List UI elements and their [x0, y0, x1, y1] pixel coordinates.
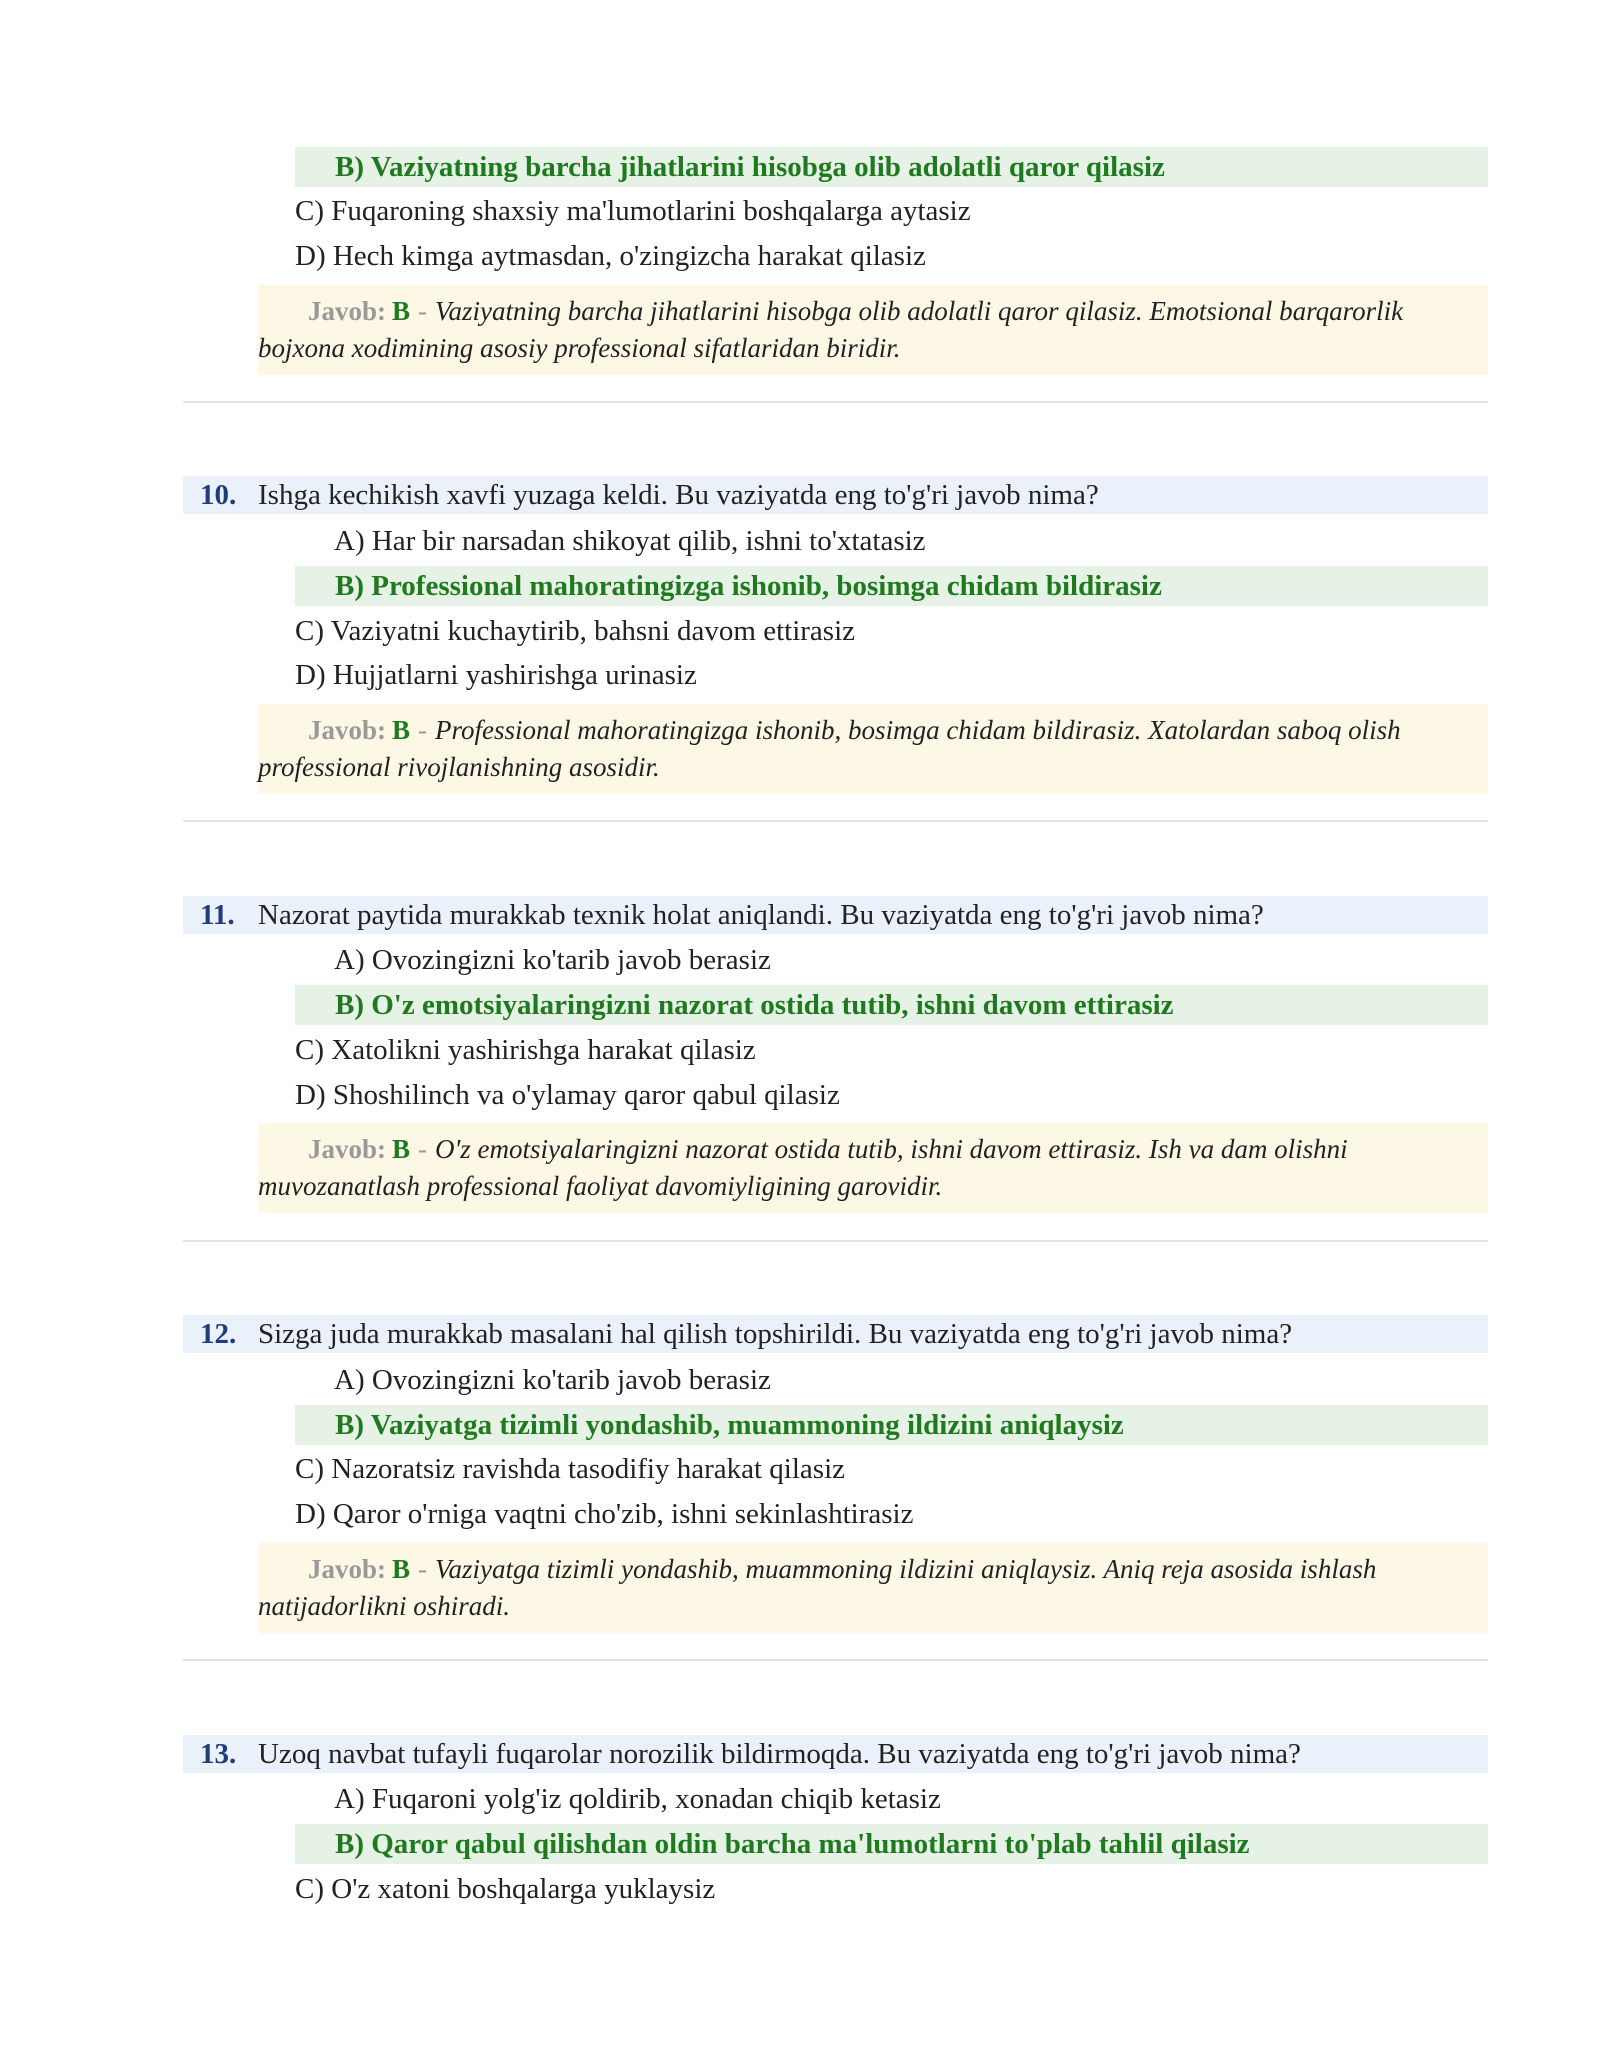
option-a: A) Fuqaroni yolg'iz qoldirib, xonadan chiqib ketasiz: [334, 1783, 941, 1815]
option-b-correct: B) O'z emotsiyalaringizni nazorat ostida tutib, ishni davom ettirasiz: [295, 985, 1488, 1025]
answer-explanation: O'z emotsiyalaringizni nazorat ostida tutib, ishni davom ettirasiz. Ish va dam olishni muvozanatlash professional faoliyat davomiyligining garovidir.: [258, 1134, 1348, 1201]
answer-letter: B: [392, 296, 411, 326]
answer-dash: -: [418, 715, 428, 745]
option-c: C) Xatolikni yashirishga harakat qilasiz: [295, 1034, 756, 1066]
question-number: 13.: [200, 1738, 237, 1770]
answer-label: Javob:: [308, 715, 387, 745]
answer-dash: -: [418, 296, 428, 326]
question-11: [183, 896, 1488, 934]
option-b-correct: B) Vaziyatga tizimli yondashib, muammoning ildizini aniqlaysiz: [295, 1405, 1488, 1445]
question-text: Sizga juda murakkab masalani hal qilish topshirildi. Bu vaziyatda eng to'g'ri javob nima?: [258, 1318, 1293, 1350]
option-c: C) Vaziyatni kuchaytirib, bahsni davom ettirasiz: [295, 615, 855, 647]
answer-dash: -: [418, 1554, 428, 1584]
option-a: A) Ovozingizni ko'tarib javob berasiz: [334, 1364, 771, 1396]
option-a: A) Ovozingizni ko'tarib javob berasiz: [334, 944, 771, 976]
answer-label: Javob:: [308, 1134, 387, 1164]
answer-label: Javob:: [308, 296, 387, 326]
answer-letter: B: [392, 1134, 411, 1164]
answer-explanation: Professional mahoratingizga ishonib, bosimga chidam bildirasiz. Xatolardan saboq olish professional rivojlanishning asosidir.: [258, 715, 1401, 782]
question-divider: [183, 820, 1488, 822]
option-d: D) Qaror o'rniga vaqtni cho'zib, ishni sekinlashtirasiz: [295, 1498, 914, 1530]
question-text: Ishga kechikish xavfi yuzaga keldi. Bu vaziyatda eng to'g'ri javob nima?: [258, 479, 1099, 511]
question-number: 11.: [200, 899, 235, 931]
answer-label: Javob:: [308, 1554, 387, 1584]
question-divider: [183, 1240, 1488, 1242]
option-d: D) Shoshilinch va o'ylamay qaror qabul qilasiz: [295, 1079, 840, 1111]
option-b-correct: B) Qaror qabul qilishdan oldin barcha ma'lumotlarni to'plab tahlil qilasiz: [295, 1824, 1488, 1864]
answer-dash: -: [418, 1134, 428, 1164]
option-d: D) Hech kimga aytmasdan, o'zingizcha harakat qilasiz: [295, 240, 926, 272]
answer-explanation: Vaziyatning barcha jihatlarini hisobga olib adolatli qaror qilasiz. Emotsional barqarorlik bojxona xodimining asosiy professional sifatlaridan biridir.: [258, 296, 1404, 363]
answer-box: [258, 704, 1488, 794]
question-13: [183, 1735, 1488, 1773]
answer-box: [258, 1543, 1488, 1633]
question-divider: [183, 401, 1488, 403]
question-10: [183, 476, 1488, 514]
option-c: C) Nazoratsiz ravishda tasodifiy harakat qilasiz: [295, 1453, 845, 1485]
question-divider: [183, 1659, 1488, 1661]
answer-letter: B: [392, 715, 411, 745]
option-c: C) Fuqaroning shaxsiy ma'lumotlarini boshqalarga aytasiz: [295, 195, 971, 227]
option-c: C) O'z xatoni boshqalarga yuklaysiz: [295, 1873, 716, 1905]
answer-letter: B: [392, 1554, 411, 1584]
question-12: [183, 1315, 1488, 1353]
question-number: 10.: [200, 479, 237, 511]
answer-explanation: Vaziyatga tizimli yondashib, muammoning ildizini aniqlaysiz. Aniq reja asosida ishlash natijadorlikni oshiradi.: [258, 1554, 1377, 1621]
option-a: A) Har bir narsadan shikoyat qilib, ishni to'xtatasiz: [334, 525, 926, 557]
answer-box: [258, 285, 1488, 375]
question-text: Uzoq navbat tufayli fuqarolar norozilik bildirmoqda. Bu vaziyatda eng to'g'ri javob nima?: [258, 1738, 1301, 1770]
question-text: Nazorat paytida murakkab texnik holat aniqlandi. Bu vaziyatda eng to'g'ri javob nima?: [258, 899, 1264, 931]
option-b-correct: B) Vaziyatning barcha jihatlarini hisobga olib adolatli qaror qilasiz: [295, 147, 1488, 187]
question-number: 12.: [200, 1318, 237, 1350]
option-b-correct: B) Professional mahoratingizga ishonib, bosimga chidam bildirasiz: [295, 566, 1488, 606]
option-d: D) Hujjatlarni yashirishga urinasiz: [295, 659, 697, 691]
answer-box: [258, 1123, 1488, 1213]
